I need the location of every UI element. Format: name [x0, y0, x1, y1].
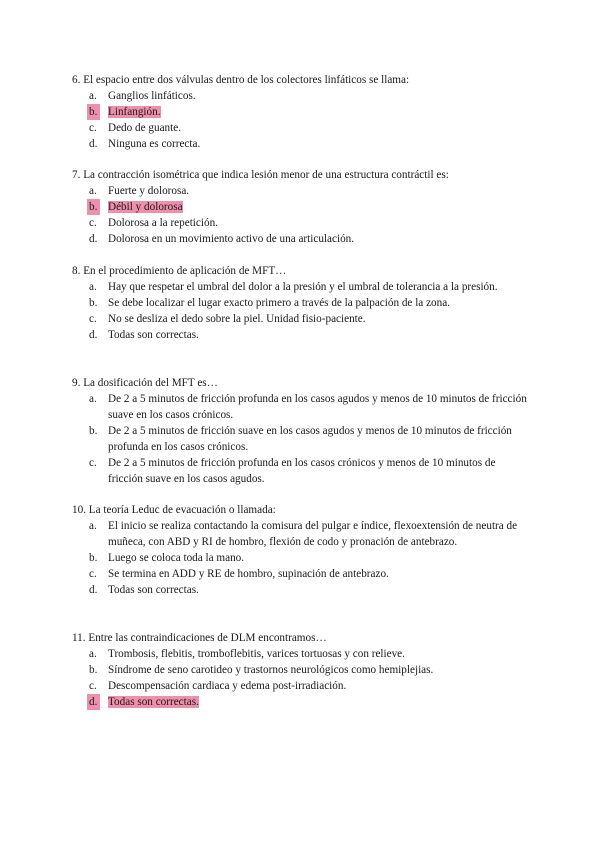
option-c — [72, 678, 532, 694]
option-text: Se debe localizar el lugar exacto primero a través de la palpación de la zona. — [108, 297, 450, 309]
question-stem: 6. El espacio entre dos válvulas dentro de los colectores linfáticos se llama: — [72, 74, 410, 86]
option-a — [72, 183, 532, 199]
option-text: Descompensación cardiaca y edema post-irradiación. — [108, 680, 347, 692]
question-10 — [72, 502, 532, 598]
option-text: Ninguna es correcta. — [108, 138, 201, 150]
option-text: Fuerte y dolorosa. — [108, 185, 190, 197]
question-9 — [72, 375, 532, 487]
question-stem: 7. La contracción isométrica que indica lesión menor de una estructura contráctil es: — [72, 169, 449, 181]
option-b — [72, 423, 532, 455]
option-d — [72, 136, 532, 152]
option-b-selected — [72, 199, 532, 215]
option-letter: b. — [89, 664, 98, 676]
option-c — [72, 455, 532, 487]
option-a — [72, 518, 532, 550]
option-letter: b. — [89, 552, 98, 564]
option-letter: d. — [89, 138, 98, 150]
option-letter: b. — [87, 104, 100, 120]
option-text: Se termina en ADD y RE de hombro, supinación de antebrazo. — [108, 568, 389, 580]
option-letter: a. — [89, 393, 97, 405]
option-a — [72, 391, 532, 423]
option-text: Hay que respetar el umbral del dolor a la presión y el umbral de tolerancia a la presión. — [108, 281, 498, 293]
question-stem: 10. La teoría Leduc de evacuación o llamada: — [72, 504, 276, 516]
option-text: Dedo de guante. — [108, 122, 182, 134]
question-6 — [72, 72, 532, 152]
option-c — [72, 311, 532, 327]
option-b — [72, 662, 532, 678]
option-text: Todas son correctas. — [108, 329, 199, 341]
option-letter: a. — [89, 520, 97, 532]
option-text: El inicio se realiza contactando la comisura del pulgar e índice, flexoextensión de neutra de muñeca, con ABD y RI de hombro, flexión de codo y pronación de antebrazo. — [108, 520, 518, 548]
option-letter: c. — [89, 122, 97, 134]
question-stem: 8. En el procedimiento de aplicación de MFT… — [72, 265, 287, 277]
option-letter: a. — [89, 90, 97, 102]
option-a — [72, 88, 532, 104]
option-b-selected — [72, 104, 532, 120]
option-letter: c. — [89, 313, 97, 325]
option-d — [72, 327, 532, 343]
option-letter: d. — [87, 694, 100, 710]
option-text: Todas son correctas. — [108, 584, 199, 596]
option-d — [72, 231, 532, 247]
highlighted-answer: Todas son correctas. — [108, 696, 199, 708]
option-text: De 2 a 5 minutos de fricción profunda en los casos agudos y menos de 10 minutos de fricción suave en los casos crónicos. — [108, 393, 527, 421]
option-letter: c. — [89, 457, 97, 469]
option-a — [72, 646, 532, 662]
option-letter: a. — [89, 648, 97, 660]
option-letter: b. — [87, 199, 100, 215]
option-text: Síndrome de seno carotideo y trastornos neurológicos como hemiplejias. — [108, 664, 434, 676]
highlighted-answer: Linfangión. — [108, 106, 161, 118]
option-letter: c. — [89, 568, 97, 580]
option-c — [72, 566, 532, 582]
option-d — [72, 582, 532, 598]
option-b — [72, 295, 532, 311]
option-letter: b. — [89, 297, 98, 309]
option-text: De 2 a 5 minutos de fricción profunda en los casos crónicos y menos de 10 minutos de fricción suave en los casos agudos. — [108, 457, 496, 485]
option-letter: c. — [89, 217, 97, 229]
option-c — [72, 120, 532, 136]
option-text: Dolorosa a la repetición. — [108, 217, 218, 229]
option-letter: c. — [89, 680, 97, 692]
option-letter: b. — [89, 425, 98, 437]
option-a — [72, 279, 532, 295]
option-text: No se desliza el dedo sobre la piel. Unidad fisio-paciente. — [108, 313, 366, 325]
option-text: De 2 a 5 minutos de fricción suave en los casos agudos y menos de 10 minutos de fricción profunda en los casos crónicos. — [108, 425, 512, 453]
question-stem: 9. La dosificación del MFT es… — [72, 377, 218, 389]
question-11 — [72, 630, 532, 710]
question-stem: 11. Entre las contraindicaciones de DLM encontramos… — [72, 632, 327, 644]
option-letter: a. — [89, 185, 97, 197]
option-letter: a. — [89, 281, 97, 293]
highlighted-answer: Débil y dolorosa — [108, 201, 183, 213]
option-letter: d. — [89, 329, 98, 341]
option-text: Ganglios linfáticos. — [108, 90, 196, 102]
option-d-selected — [72, 694, 532, 710]
option-b — [72, 550, 532, 566]
option-text: Luego se coloca toda la mano. — [108, 552, 245, 564]
option-c — [72, 215, 532, 231]
option-letter: d. — [89, 584, 98, 596]
question-7 — [72, 167, 532, 247]
option-text: Trombosis, flebitis, tromboflebitis, varices tortuosas y con relieve. — [108, 648, 405, 660]
option-text: Dolorosa en un movimiento activo de una articulación. — [108, 233, 355, 245]
option-letter: d. — [89, 233, 98, 245]
question-8 — [72, 263, 532, 343]
